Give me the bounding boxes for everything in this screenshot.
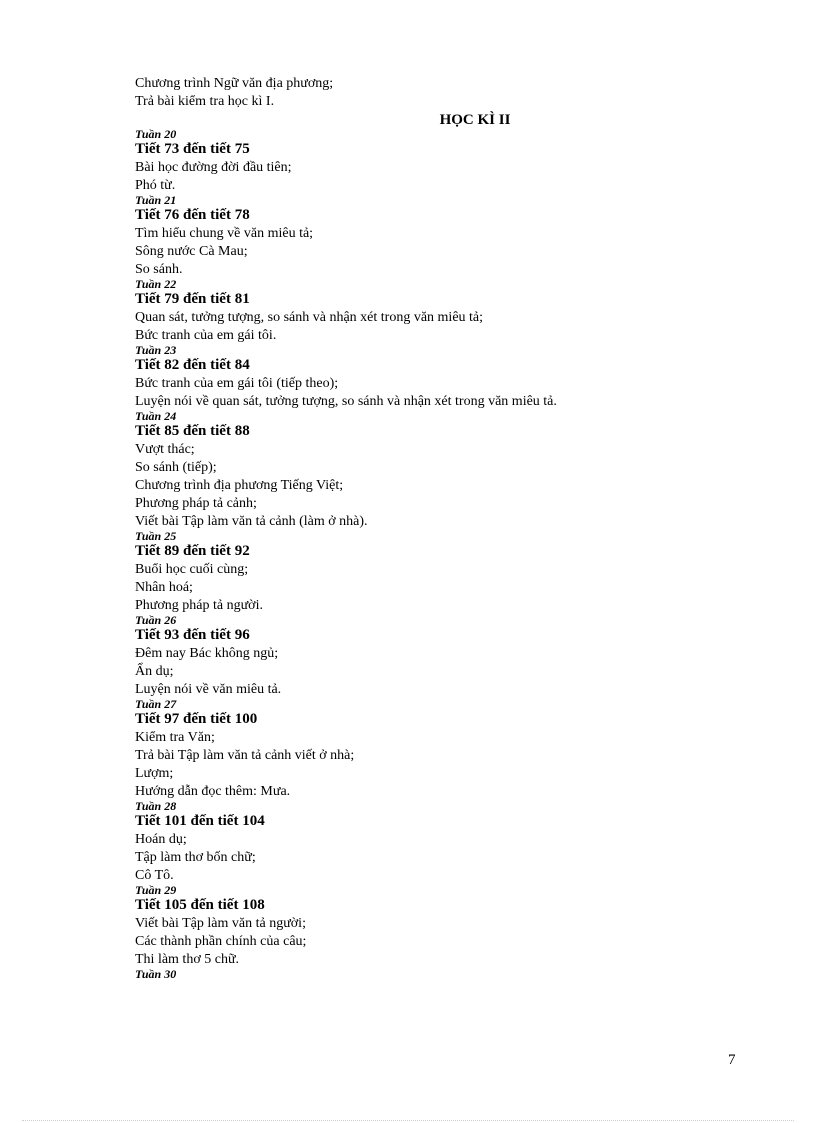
lesson-item: Buổi học cuối cùng; bbox=[135, 562, 249, 577]
week-heading: Tuần 22 bbox=[135, 277, 177, 291]
intro-line: Trả bài kiểm tra học kì I. bbox=[135, 94, 275, 109]
lesson-item: Các thành phần chính của câu; bbox=[135, 934, 307, 949]
lesson-item: Viết bài Tập làm văn tả cảnh (làm ở nhà). bbox=[135, 514, 368, 529]
lesson-item: Tập làm thơ bốn chữ; bbox=[135, 850, 256, 865]
page-content bbox=[135, 75, 755, 980]
week-heading: Tuần 26 bbox=[135, 613, 177, 627]
lesson-item: Bài học đường đời đầu tiên; bbox=[135, 160, 292, 175]
footer-divider bbox=[22, 1120, 794, 1121]
lesson-item: So sánh. bbox=[135, 262, 183, 277]
lesson-heading: Tiết 82 đến tiết 84 bbox=[135, 357, 250, 373]
lesson-item: Trả bài Tập làm văn tả cảnh viết ở nhà; bbox=[135, 748, 355, 763]
lesson-item: So sánh (tiếp); bbox=[135, 460, 217, 475]
week-heading: Tuần 27 bbox=[135, 697, 177, 711]
week-heading: Tuần 21 bbox=[135, 193, 177, 207]
lesson-item: Phương pháp tả cảnh; bbox=[135, 496, 257, 511]
lesson-item: Phương pháp tả người. bbox=[135, 598, 263, 613]
lesson-item: Cô Tô. bbox=[135, 868, 174, 883]
lesson-item: Luyện nói về văn miêu tả. bbox=[135, 682, 282, 697]
lesson-item: Viết bài Tập làm văn tả người; bbox=[135, 916, 306, 931]
week-heading: Tuần 23 bbox=[135, 343, 177, 357]
lesson-item: Kiểm tra Văn; bbox=[135, 730, 215, 745]
lesson-heading: Tiết 79 đến tiết 81 bbox=[135, 291, 250, 307]
lesson-item: Thi làm thơ 5 chữ. bbox=[135, 952, 240, 967]
lesson-heading: Tiết 105 đến tiết 108 bbox=[135, 897, 265, 913]
lesson-item: Sông nước Cà Mau; bbox=[135, 244, 248, 259]
lesson-heading: Tiết 73 đến tiết 75 bbox=[135, 141, 250, 157]
lesson-heading: Tiết 101 đến tiết 104 bbox=[135, 813, 265, 829]
lesson-item: Quan sát, tưởng tượng, so sánh và nhận xét trong văn miêu tả; bbox=[135, 310, 484, 325]
lesson-item: Tìm hiểu chung về văn miêu tả; bbox=[135, 226, 314, 241]
lesson-item: Bức tranh của em gái tôi (tiếp theo); bbox=[135, 376, 339, 391]
week-heading: Tuần 24 bbox=[135, 409, 177, 423]
lesson-item: Phó từ. bbox=[135, 178, 176, 193]
lesson-heading: Tiết 76 đến tiết 78 bbox=[135, 207, 250, 223]
week-heading: Tuần 29 bbox=[135, 883, 177, 897]
lesson-item: Vượt thác; bbox=[135, 442, 195, 457]
lesson-heading: Tiết 93 đến tiết 96 bbox=[135, 627, 250, 643]
lesson-heading: Tiết 97 đến tiết 100 bbox=[135, 711, 258, 727]
lesson-item: Bức tranh của em gái tôi. bbox=[135, 328, 277, 343]
week-heading: Tuần 30 bbox=[135, 967, 177, 981]
lesson-item: Nhân hoá; bbox=[135, 580, 193, 595]
lesson-item: Ẩn dụ; bbox=[135, 664, 174, 679]
lesson-item: Luyện nói về quan sát, tưởng tượng, so sánh và nhận xét trong văn miêu tả. bbox=[135, 394, 557, 409]
semester-title: HỌC KÌ II bbox=[439, 112, 511, 128]
lesson-item: Chương trình địa phương Tiếng Việt; bbox=[135, 478, 344, 493]
week-heading: Tuần 25 bbox=[135, 529, 177, 543]
page-number: 7 bbox=[728, 1052, 736, 1068]
lesson-heading: Tiết 89 đến tiết 92 bbox=[135, 543, 250, 559]
intro-line: Chương trình Ngữ văn địa phương; bbox=[135, 76, 334, 91]
lesson-heading: Tiết 85 đến tiết 88 bbox=[135, 423, 250, 439]
lesson-item: Hướng dẫn đọc thêm: Mưa. bbox=[135, 784, 291, 799]
week-heading: Tuần 28 bbox=[135, 799, 177, 813]
lesson-item: Đêm nay Bác không ngủ; bbox=[135, 646, 279, 661]
lesson-item: Hoán dụ; bbox=[135, 832, 187, 847]
week-heading: Tuần 20 bbox=[135, 127, 177, 141]
lesson-item: Lượm; bbox=[135, 766, 174, 781]
